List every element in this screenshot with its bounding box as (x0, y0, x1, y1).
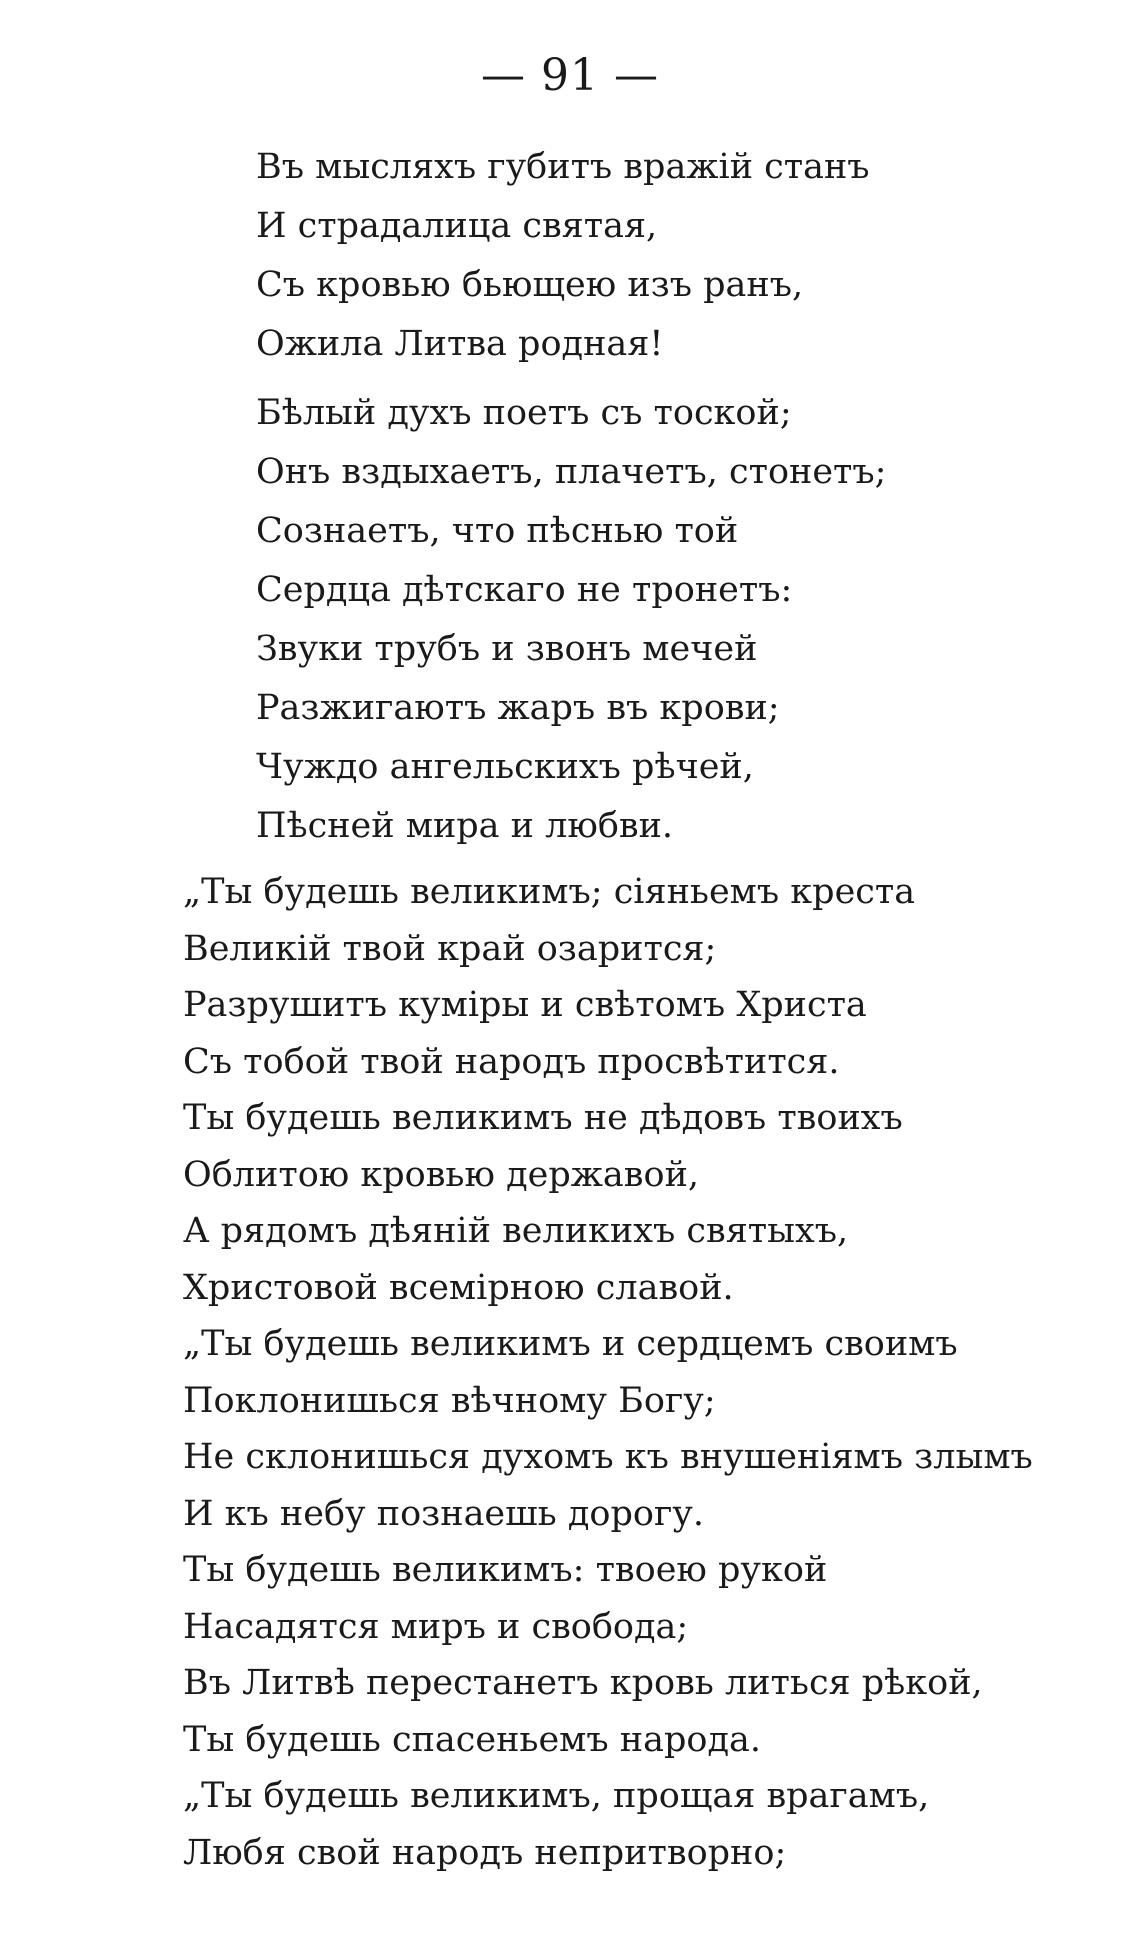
poem-line: И къ небу познаешь дорогу. (183, 1493, 705, 1534)
poem-line: Онъ вздыхаетъ, плачетъ, стонетъ; (256, 452, 887, 492)
poem-line: Съ тобой твой народъ просвѣтится. (183, 1041, 840, 1082)
stanza-1 (256, 138, 870, 374)
poem-line: Звуки трубъ и звонъ мечей (256, 629, 758, 669)
poem-line: Въ мысляхъ губитъ вражій станъ (256, 147, 870, 187)
poem-line: Ты будешь великимъ: твоею рукой (183, 1550, 828, 1590)
poem-line: „Ты будешь великимъ; сіяньемъ креста (183, 872, 916, 912)
poem-line: Съ кровью бьющею изъ ранъ, (256, 265, 804, 305)
stanza-2 (256, 384, 886, 856)
poem-line: Разрушитъ кумiры и свѣтомъ Христа (183, 985, 867, 1025)
stanza-3 (183, 864, 1033, 1881)
poem-line: Чуждо ангельскихъ рѣчей, (256, 747, 754, 787)
poem-line: Любя свой народъ непритворно; (183, 1832, 787, 1873)
poem-line: Христовой всемірною славой. (183, 1267, 734, 1308)
poem-line: Бѣлый духъ поетъ съ тоской; (256, 393, 792, 433)
poem-line: Ты будешь великимъ не дѣдовъ твоихъ (183, 1098, 903, 1138)
poem-line: Облитою кровью державой, (183, 1154, 700, 1195)
poem-line: Сердца дѣтскаго не тронетъ: (256, 570, 793, 610)
poem-line: Поклонишься вѣчному Богу; (183, 1380, 716, 1421)
poem-line: Въ Литвѣ перестанетъ кровь литься рѣкой, (183, 1663, 983, 1703)
poem-line: Насадятся миръ и свобода; (183, 1606, 689, 1647)
poem-line: И страдалица святая, (256, 206, 658, 246)
poem-line: Разжигаютъ жаръ въ крови; (256, 688, 780, 728)
poem-line: А рядомъ дѣяній великихъ святыхъ, (183, 1211, 849, 1251)
poem-line: „Ты будешь великимъ и сердцемъ своимъ (183, 1324, 958, 1364)
page-number: — 91 — (481, 50, 659, 101)
poem-line: Пѣсней мира и любви. (256, 806, 674, 846)
poem-line: „Ты будешь великимъ, прощая врагамъ, (183, 1776, 930, 1816)
poem-line: Ожила Литва родная! (256, 324, 664, 364)
poem-line: Великій твой край озарится; (183, 928, 717, 969)
poem-line: Не склонишься духомъ къ внушеніямъ злымъ (183, 1437, 1033, 1477)
poem-line: Ты будешь спасеньемъ народа. (183, 1719, 762, 1760)
poem-line: Сознаетъ, что пѣснью той (256, 511, 739, 551)
